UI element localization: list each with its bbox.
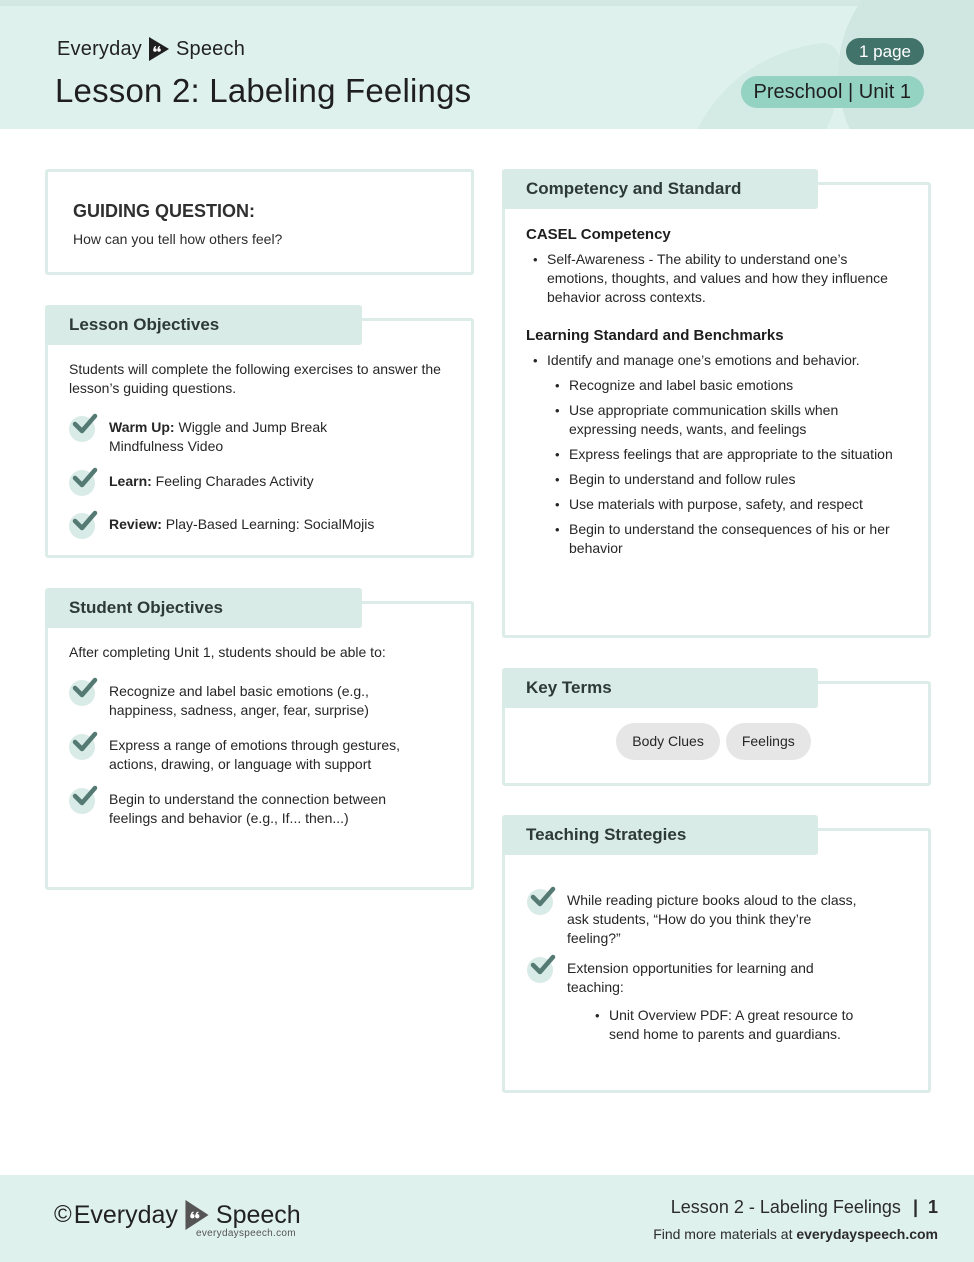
strategy-text: While reading picture books aloud to the class, ask students, “How do you think they’re feeling?” (567, 892, 857, 946)
footer-brand-url[interactable]: everydayspeech.com (196, 1228, 296, 1239)
page-title: Lesson 2: Labeling Feelings (55, 72, 472, 109)
footer-lesson-label (671, 1197, 938, 1218)
strategy-text: Extension opportunities for learning and teaching: (567, 960, 814, 995)
check-icon (69, 412, 97, 440)
lesson-objectives-card (45, 318, 474, 558)
benchmark-list (526, 376, 896, 558)
competency-body (526, 225, 911, 558)
objective-text: Begin to understand the connection between feelings and behavior (e.g., If... then...) (109, 791, 387, 826)
objective-label: Warm Up: (109, 419, 175, 435)
header-top-shade (0, 0, 974, 6)
list-item: • Begin to understand the consequences of his or her behavior (526, 520, 896, 558)
casel-list (526, 250, 911, 307)
check-icon (69, 730, 97, 758)
student-objectives-card (45, 601, 474, 890)
list-item: • Begin to understand and follow rules (526, 470, 896, 489)
objective-text: Express a range of emotions through gestures, actions, drawing, or language with support (109, 737, 401, 772)
guiding-question-label: GUIDING QUESTION: (73, 201, 256, 221)
teaching-strategies-body (527, 877, 907, 1044)
copyright-symbol: © (54, 1201, 72, 1228)
page-header (0, 0, 974, 129)
key-terms-heading: Key Terms (502, 668, 818, 708)
check-icon (69, 676, 97, 704)
student-objectives-heading: Student Objectives (45, 588, 362, 628)
key-term-chip: Feelings (726, 723, 811, 760)
footer-separator: | (912, 1197, 918, 1217)
lesson-objectives-body (69, 360, 449, 537)
grade-unit-badge: Preschool | Unit 1 (741, 76, 925, 108)
list-item (69, 472, 449, 494)
footer-page-number: 1 (927, 1197, 938, 1217)
list-item (69, 418, 449, 456)
brand-name-right: Speech (215, 1200, 301, 1229)
brand-name-left: Everyday (57, 37, 142, 60)
list-item (69, 736, 454, 774)
objective-text: Wiggle and Jump Break Mindfulness Video (109, 419, 328, 454)
footer-lesson-title: Lesson 2 - Labeling Feelings (670, 1197, 901, 1217)
list-item: • Use materials with purpose, safety, and respect (526, 495, 896, 514)
list-item: • Self-Awareness - The ability to understand one’s emotions, thoughts, and values and how they influence behavior across contexts. (526, 250, 911, 307)
footer-more-materials (653, 1226, 938, 1242)
check-icon (527, 953, 555, 981)
list-item (69, 682, 454, 720)
list-item: • Unit Overview PDF: A great resource to send home to parents and guardians. (588, 1006, 868, 1044)
teaching-strategies-card (502, 828, 931, 1093)
list-item: • Use appropriate communication skills when expressing needs, wants, and feelings (526, 401, 896, 439)
objective-text: Recognize and label basic emotions (e.g., happiness, sadness, anger, fear, surprise) (109, 683, 369, 718)
objective-label: Review: (109, 516, 162, 532)
footer-more-prefix: Find more materials at (653, 1226, 797, 1242)
brand-logo (57, 37, 245, 61)
check-icon (69, 509, 97, 537)
list-item (69, 790, 454, 828)
list-item (527, 959, 907, 997)
check-icon (69, 466, 97, 494)
footer-more-link[interactable]: everydayspeech.com (796, 1226, 938, 1242)
strategy-sub-list (588, 1006, 868, 1044)
brand-name-left: Everyday (73, 1200, 178, 1229)
page-footer (0, 1175, 974, 1262)
guiding-question-text: How can you tell how others feel? (73, 231, 283, 247)
competency-heading: Competency and Standard (502, 169, 818, 209)
student-objectives-intro: After completing Unit 1, students should be able to: (69, 644, 386, 660)
check-icon (69, 784, 97, 812)
list-item (527, 891, 907, 948)
objective-label: Learn: (109, 473, 152, 489)
list-item: • Identify and manage one’s emotions and behavior. (526, 351, 911, 370)
objective-text: Feeling Charades Activity (151, 473, 314, 489)
list-item: • Recognize and label basic emotions (526, 376, 896, 395)
teaching-strategies-heading: Teaching Strategies (502, 815, 818, 855)
guiding-question-card (45, 169, 474, 275)
key-term-chip: Body Clues (616, 723, 720, 760)
brand-name-right: Speech (175, 37, 246, 60)
check-icon (527, 885, 555, 913)
competency-card (502, 182, 931, 638)
list-item (69, 515, 449, 537)
standard-list (526, 351, 911, 370)
lesson-objectives-intro: Students will complete the following exercises to answer the lesson’s guiding questions. (69, 361, 441, 396)
casel-heading: CASEL Competency (526, 226, 671, 243)
key-terms-chips (505, 723, 928, 760)
objective-text: Play-Based Learning: SocialMojis (161, 516, 375, 532)
footer-brand-logo (54, 1200, 301, 1230)
page-count-badge: 1 page (846, 38, 924, 65)
standard-heading: Learning Standard and Benchmarks (526, 327, 784, 344)
play-quote-icon (148, 37, 170, 61)
list-item: • Express feelings that are appropriate to the situation (526, 445, 896, 464)
student-objectives-body (69, 643, 454, 828)
lesson-objectives-heading: Lesson Objectives (45, 305, 362, 345)
play-quote-icon (184, 1200, 210, 1230)
